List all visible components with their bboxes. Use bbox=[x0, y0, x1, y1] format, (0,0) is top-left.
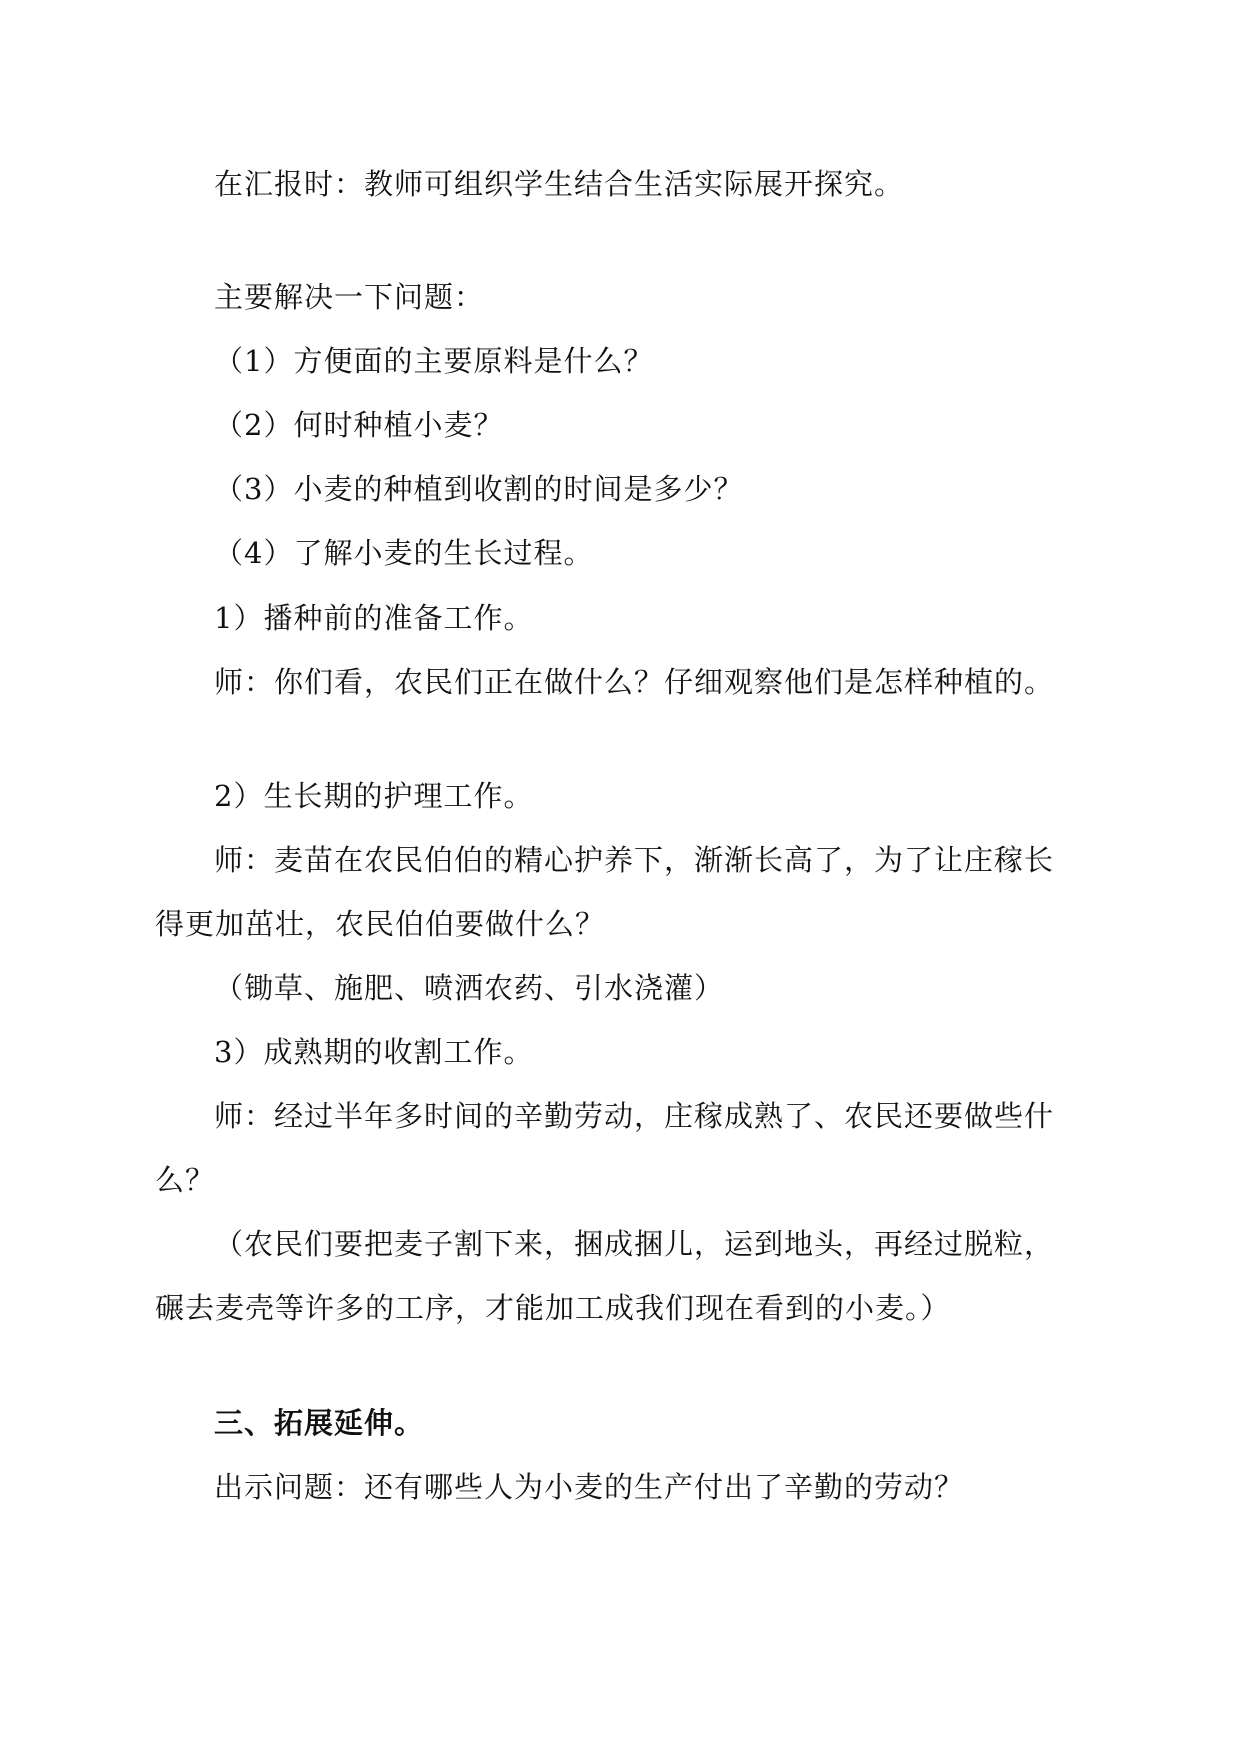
step-3-heading: 3）成熟期的收割工作。 bbox=[214, 1035, 534, 1069]
paragraph-main-questions: 主要解决一下问题： bbox=[214, 280, 485, 314]
section-3-heading: 三、拓展延伸。 bbox=[214, 1406, 425, 1440]
step-1-heading: 1）播种前的准备工作。 bbox=[214, 601, 534, 635]
question-4: （4）了解小麦的生长过程。 bbox=[214, 536, 594, 570]
question-extension: 出示问题：还有哪些人为小麦的生产付出了辛勤的劳动？ bbox=[214, 1470, 965, 1504]
teacher-line-3a: 师：经过半年多时间的辛勤劳动，庄稼成熟了、农民还要做些什 bbox=[214, 1099, 1055, 1133]
teacher-line-3b: 么？ bbox=[155, 1163, 216, 1197]
harvest-answer-b: 碾去麦壳等许多的工序，才能加工成我们现在看到的小麦。） bbox=[155, 1291, 951, 1325]
step-2-heading: 2）生长期的护理工作。 bbox=[214, 779, 534, 813]
teacher-line-2b: 得更加茁壮，农民伯伯要做什么？ bbox=[155, 907, 606, 941]
teacher-line-1: 师：你们看，农民们正在做什么？仔细观察他们是怎样种植的。 bbox=[214, 665, 1055, 699]
question-1: （1）方便面的主要原料是什么？ bbox=[214, 344, 654, 378]
care-tasks: （锄草、施肥、喷洒农药、引水浇灌） bbox=[214, 971, 725, 1005]
teacher-line-2a: 师：麦苗在农民伯伯的精心护养下，渐渐长高了，为了让庄稼长 bbox=[214, 843, 1055, 877]
harvest-answer-a: （农民们要把麦子割下来，捆成捆儿，运到地头，再经过脱粒， bbox=[214, 1227, 1055, 1261]
paragraph-report: 在汇报时：教师可组织学生结合生活实际展开探究。 bbox=[214, 167, 905, 201]
question-2: （2）何时种植小麦？ bbox=[214, 408, 504, 442]
question-3: （3）小麦的种植到收割的时间是多少？ bbox=[214, 472, 744, 506]
